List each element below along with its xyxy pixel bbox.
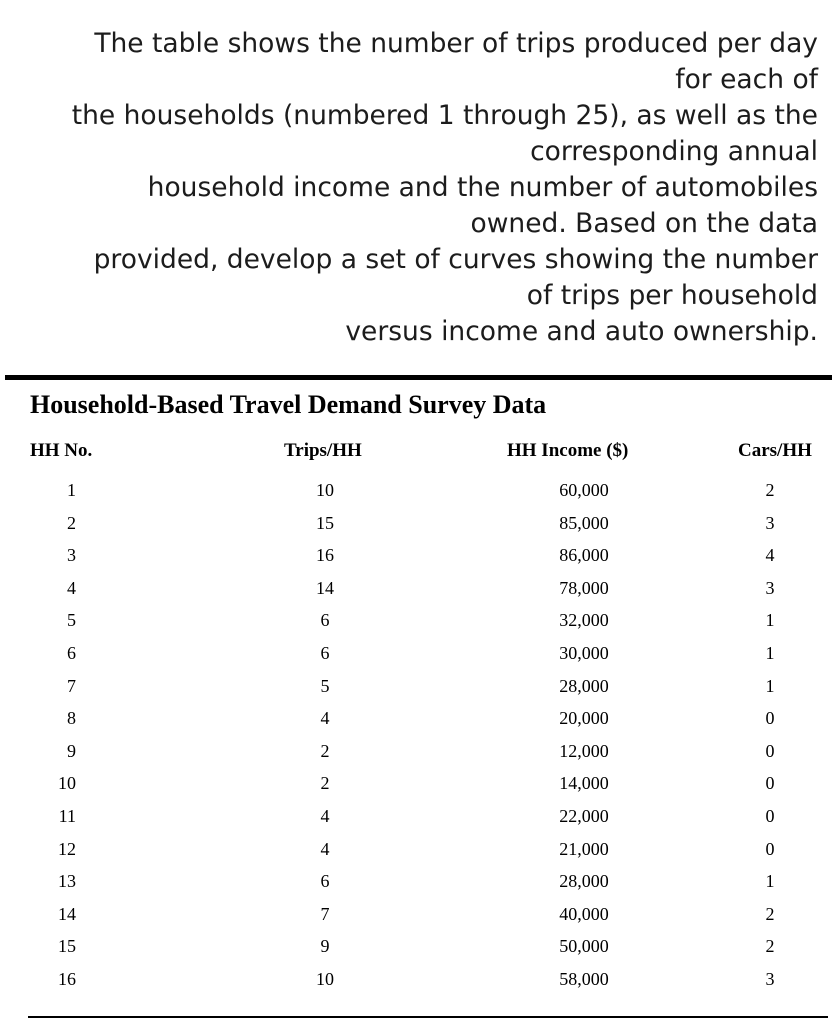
cell-trips: 5: [320, 675, 330, 696]
cell-income: 32,000: [559, 610, 609, 631]
cell-income: 21,000: [559, 838, 609, 859]
cell-trips: 10: [316, 480, 334, 500]
question-line: The table shows the number of trips produced per day: [94, 28, 818, 59]
cell-hh-no: 14: [58, 903, 76, 924]
cell-cars: 2: [765, 936, 775, 957]
cell-cars: 3: [765, 512, 775, 533]
cell-hh-no: 7: [67, 675, 76, 696]
table-row: [0, 833, 838, 866]
header-hh-no: HH No.: [30, 440, 93, 461]
cell-hh-no: 16: [58, 968, 76, 989]
table-row: [0, 507, 838, 540]
cell-trips: 15: [316, 512, 334, 533]
header-cars: Cars/HH: [738, 440, 812, 461]
cell-cars: 3: [765, 577, 775, 598]
cell-income: 50,000: [559, 936, 609, 957]
cell-hh-no: 5: [67, 610, 76, 631]
cell-income: 22,000: [559, 805, 609, 826]
table-body: [0, 474, 838, 996]
cell-trips: 10: [316, 968, 334, 989]
cell-trips: 6: [320, 610, 330, 631]
cell-income: 28,000: [559, 675, 609, 696]
cell-cars: 0: [765, 773, 775, 794]
cell-hh-no: 1: [67, 480, 76, 500]
cell-income: 20,000: [559, 708, 609, 729]
header-trips: Trips/HH: [284, 440, 362, 461]
question-line: owned. Based on the data: [470, 208, 818, 239]
cell-cars: 3: [765, 968, 775, 989]
table-row: [0, 572, 838, 605]
cell-cars: 0: [765, 740, 775, 761]
cell-cars: 0: [765, 838, 775, 859]
cell-income: 12,000: [559, 740, 609, 761]
table-row: [0, 474, 838, 507]
cell-hh-no: 12: [58, 838, 76, 859]
cell-income: 58,000: [559, 968, 609, 989]
table-row: [0, 702, 838, 735]
cell-income: 78,000: [559, 577, 609, 598]
question-line: the households (numbered 1 through 25), as well as the: [71, 100, 818, 131]
header-income: HH Income ($): [507, 440, 629, 461]
question-line: corresponding annual: [530, 136, 818, 167]
cell-cars: 1: [765, 610, 775, 631]
cell-trips: 4: [320, 838, 330, 859]
table-row: [0, 865, 838, 898]
cell-cars: 1: [765, 642, 775, 663]
table-row: [0, 670, 838, 703]
question-text: [20, 26, 818, 350]
cell-income: 85,000: [559, 512, 609, 533]
cell-hh-no: 6: [67, 642, 76, 663]
cell-income: 40,000: [559, 903, 609, 924]
table-bottom-rule: [28, 1016, 828, 1018]
cell-income: 86,000: [559, 545, 609, 566]
table-title: Household-Based Travel Demand Survey Data: [30, 390, 547, 419]
cell-cars: 0: [765, 805, 775, 826]
cell-trips: 2: [320, 740, 330, 761]
table-row: [0, 800, 838, 833]
cell-hh-no: 11: [58, 805, 76, 826]
cell-cars: 0: [765, 708, 775, 729]
cell-hh-no: 2: [67, 512, 76, 533]
table-row: [0, 898, 838, 931]
cell-cars: 2: [765, 480, 775, 500]
table-row: [0, 930, 838, 963]
question-line: versus income and auto ownership.: [345, 316, 818, 347]
cell-hh-no: 8: [67, 708, 76, 729]
question-line: of trips per household: [526, 280, 818, 311]
cell-trips: 7: [320, 903, 330, 924]
cell-hh-no: 10: [58, 773, 76, 794]
table-row: [0, 604, 838, 637]
cell-hh-no: 4: [67, 577, 76, 598]
cell-hh-no: 13: [58, 871, 76, 892]
cell-trips: 4: [320, 805, 330, 826]
table-row: [0, 963, 838, 996]
cell-hh-no: 3: [67, 545, 76, 566]
question-line: for each of: [675, 64, 818, 95]
cell-trips: 9: [320, 936, 330, 957]
cell-hh-no: 9: [67, 740, 76, 761]
cell-income: 28,000: [559, 871, 609, 892]
cell-income: 60,000: [559, 480, 609, 500]
cell-trips: 16: [316, 545, 334, 566]
table-row: [0, 735, 838, 768]
cell-cars: 4: [765, 545, 775, 566]
cell-income: 30,000: [559, 642, 609, 663]
table-row: [0, 539, 838, 572]
cell-trips: 6: [320, 642, 330, 663]
cell-trips: 4: [320, 708, 330, 729]
question-line: provided, develop a set of curves showing the number: [93, 244, 818, 275]
cell-hh-no: 15: [58, 936, 76, 957]
cell-cars: 1: [765, 871, 775, 892]
cell-cars: 2: [765, 903, 775, 924]
question-line: household income and the number of automobiles: [147, 172, 818, 203]
table-top-rule: [5, 375, 832, 380]
table-row: [0, 767, 838, 800]
table-row: [0, 637, 838, 670]
cell-cars: 1: [765, 675, 775, 696]
cell-trips: 14: [316, 577, 334, 598]
cell-trips: 2: [320, 773, 330, 794]
cell-trips: 6: [320, 871, 330, 892]
cell-income: 14,000: [559, 773, 609, 794]
